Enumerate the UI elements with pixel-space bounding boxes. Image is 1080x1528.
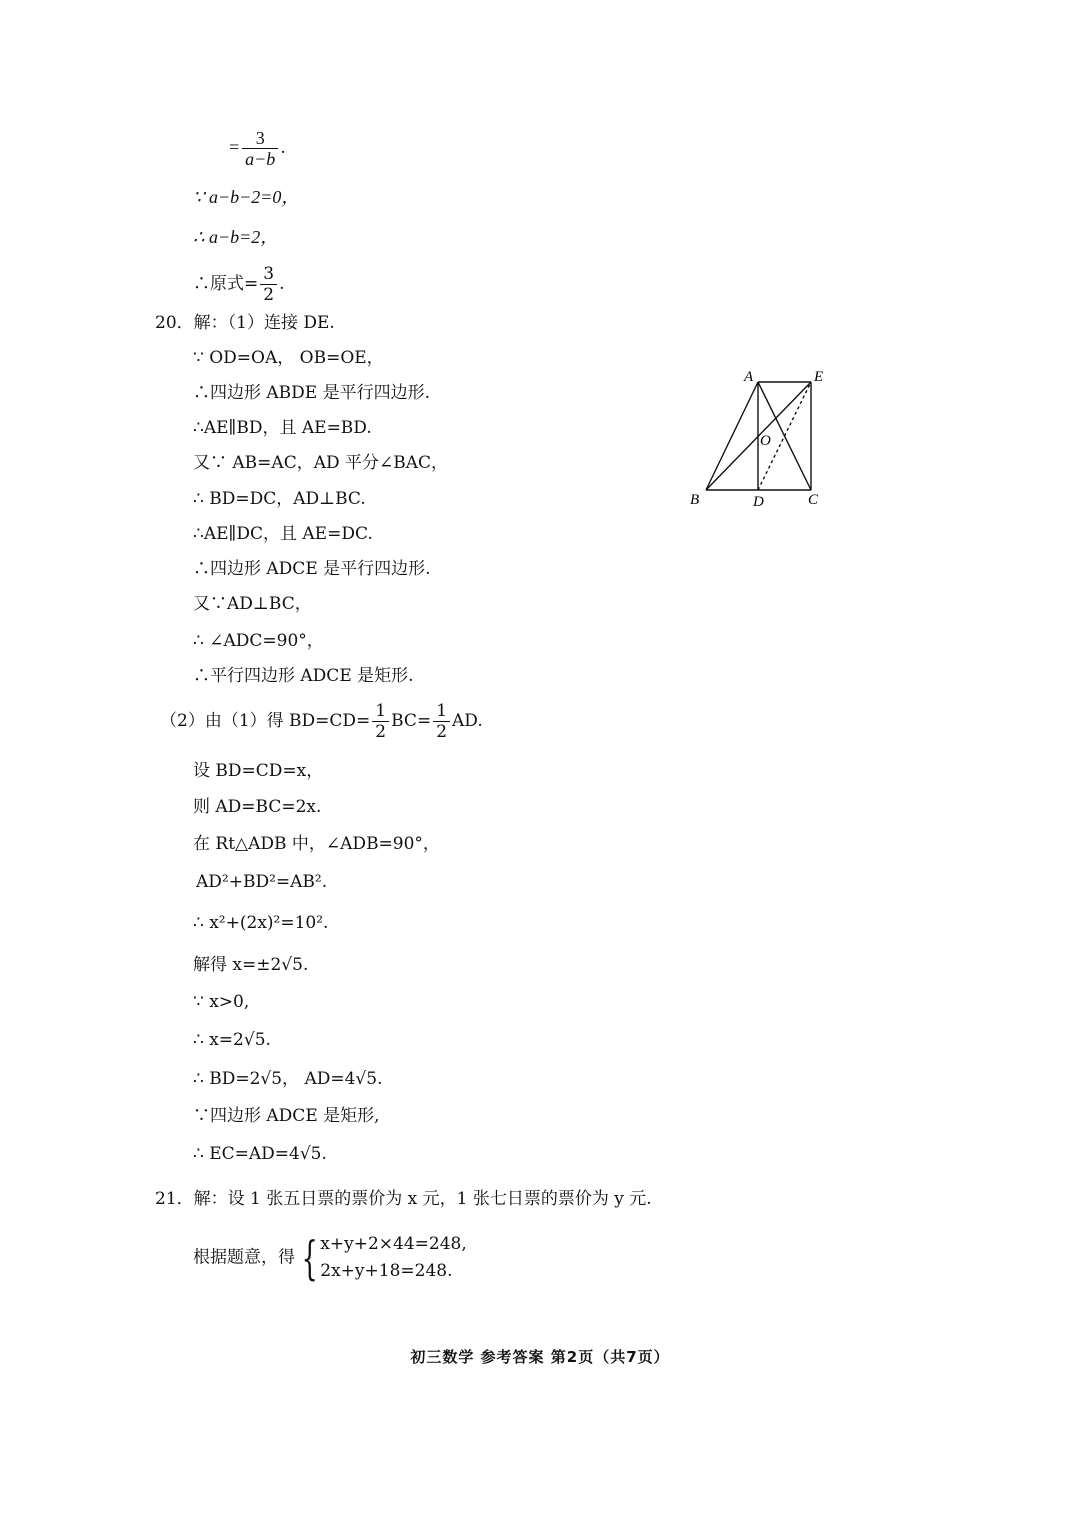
fraction: $\frac{1}{2}$ bbox=[372, 701, 389, 742]
q20-step-5: ∴ BD=DC，AD⊥BC. bbox=[193, 489, 366, 509]
q20-step-9: ∴ ∠ADC=90°， bbox=[193, 631, 324, 651]
line-1: = $\frac{3}{a-b}$ . bbox=[228, 128, 286, 169]
q20-p2-step-10: ∵四边形 ADCE 是矩形, bbox=[193, 1106, 380, 1126]
q20-step-10: ∴平行四边形 ADCE 是矩形. bbox=[193, 666, 414, 686]
page-footer: 初三数学 参考答案 第2页（共7页） bbox=[410, 1348, 670, 1366]
fraction: $\frac{3}{2}$ bbox=[260, 264, 277, 305]
label-E: E bbox=[814, 369, 824, 385]
system: x+y+2×44=248, 2x+y+18=248. bbox=[320, 1233, 467, 1281]
geometry-figure bbox=[680, 362, 830, 512]
brace-icon: { bbox=[301, 1230, 318, 1285]
q20-p2-step-5: ∴ x²+(2x)²=10². bbox=[193, 913, 329, 933]
q20-p2-step-8: ∴ x=2√5. bbox=[193, 1030, 271, 1050]
q20-step-2: ∴四边形 ABDE 是平行四边形. bbox=[193, 383, 431, 403]
q20-step-6: ∴AE∥DC，且 AE=DC. bbox=[193, 524, 373, 544]
label-D: D bbox=[753, 494, 764, 510]
equation-system: 根据题意，得 { x+y+2×44=248, 2x+y+18=248. bbox=[193, 1230, 467, 1285]
label-O: O bbox=[760, 433, 771, 449]
q20-p2-step-6: 解得 x=±2√5. bbox=[193, 955, 309, 975]
line-4: ∴原式= $\frac{3}{2}$ . bbox=[193, 264, 285, 305]
part-2-heading: （2）由（1）得 BD=CD= $\frac{1}{2}$ BC= $\frac{1}{2}$ AD. bbox=[160, 701, 483, 742]
q20-step-1: ∵ OD=OA， OB=OE， bbox=[193, 348, 384, 368]
q20-step-4: 又∵ AB=AC，AD 平分∠BAC， bbox=[193, 453, 449, 473]
line-3: ∴ a−b=2， bbox=[193, 227, 279, 247]
q20-p2-step-7: ∵ x>0, bbox=[193, 992, 250, 1012]
segment-AB bbox=[706, 382, 758, 490]
question-20-heading: 20．解：（1）连接 DE. bbox=[155, 313, 335, 333]
fraction: $\frac{3}{a-b}$ bbox=[242, 128, 278, 169]
q20-p2-step-4: AD²+BD²=AB². bbox=[196, 872, 328, 892]
fraction: $\frac{1}{2}$ bbox=[433, 701, 450, 742]
q20-step-8: 又∵AD⊥BC， bbox=[193, 594, 312, 614]
q20-p2-step-9: ∴ BD=2√5， AD=4√5. bbox=[193, 1069, 383, 1089]
q20-p2-step-11: ∴ EC=AD=4√5. bbox=[193, 1144, 327, 1164]
q20-p2-step-2: 则 AD=BC=2x. bbox=[193, 797, 322, 817]
label-A: A bbox=[744, 369, 754, 385]
q20-step-7: ∴四边形 ADCE 是平行四边形. bbox=[193, 559, 431, 579]
label-B: B bbox=[690, 492, 700, 508]
question-21-heading: 21．解：设 1 张五日票的票价为 x 元，1 张七日票的票价为 y 元. bbox=[155, 1189, 652, 1209]
label-C: C bbox=[808, 492, 819, 508]
q20-p2-step-1: 设 BD=CD=x， bbox=[193, 761, 324, 781]
q20-p2-step-3: 在 Rt△ADB 中，∠ADB=90°， bbox=[193, 834, 440, 854]
line-2: ∵ a−b−2=0， bbox=[193, 187, 300, 207]
q20-step-3: ∴AE∥BD，且 AE=BD. bbox=[193, 418, 372, 438]
